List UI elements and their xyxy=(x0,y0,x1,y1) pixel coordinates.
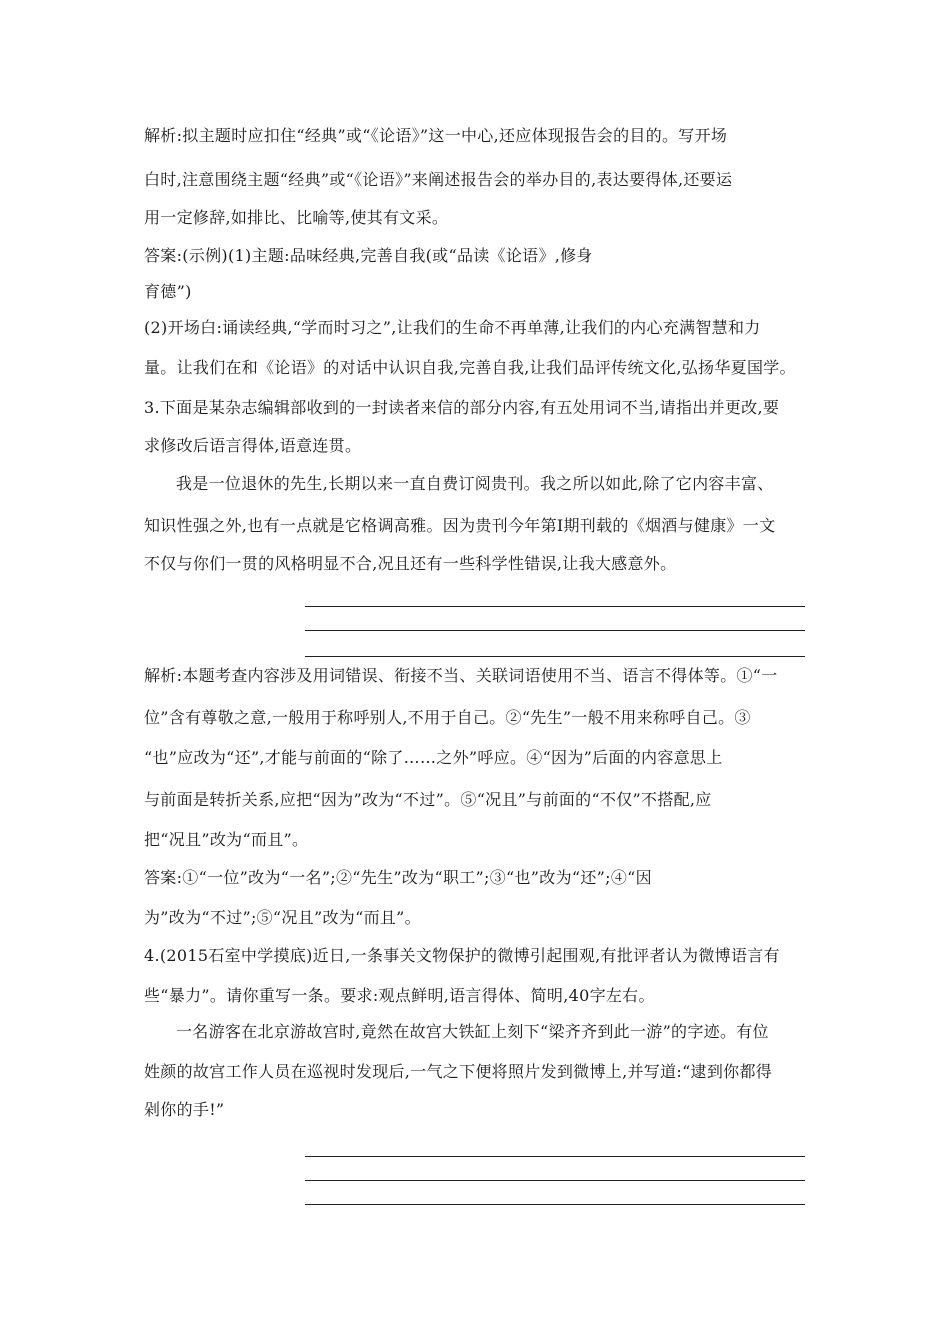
q3-passage-line-3: 不仅与你们一贯的风格明显不合,况且还有一些科学性错误,让我大感意外。 xyxy=(144,554,677,573)
q2-analysis-line-2: 白时,注意围绕主题“经典”或“《论语》”来阐述报告会的举办目的,表达要得体,还要运 xyxy=(144,170,733,189)
q3-answer-line-1: 答案:①“一位”改为“一名”;②“先生”改为“职工”;③“也”改为“还”;④“因 xyxy=(144,868,652,887)
q4-answer-blank-2[interactable] xyxy=(305,1180,805,1181)
q2-answer-line-2: 育德”) xyxy=(144,282,192,301)
q4-passage-line-3: 剁你的手!” xyxy=(144,1100,225,1119)
q2-answer-line-3: (2)开场白:诵读经典,“学而时习之”,让我们的生命不再单薄,让我们的内心充满智慧和力 xyxy=(144,318,761,337)
q3-passage-line-1: 我是一位退休的先生,长期以来一直自费订阅贵刊。我之所以如此,除了它内容丰富、 xyxy=(176,474,774,493)
q4-answer-blank-1[interactable] xyxy=(305,1156,805,1157)
q2-answer-line-1: 答案:(示例)(1)主题:品味经典,完善自我(或“品读《论语》,修身 xyxy=(144,246,593,265)
q2-analysis-line-3: 用一定修辞,如排比、比喻等,使其有文采。 xyxy=(144,208,449,227)
q3-answer-line-2: 为”改为“不过”;⑤“况且”改为“而且”。 xyxy=(144,908,421,927)
q4-prompt-line-1: 4.(2015石室中学摸底)近日,一条事关文物保护的微博引起围观,有批评者认为微博语言有 xyxy=(144,946,780,965)
q3-analysis-line-4: 与前面是转折关系,应把“因为”改为“不过”。⑤“况且”与前面的“不仅”不搭配,应 xyxy=(144,790,712,809)
q3-analysis-line-1: 解析:本题考查内容涉及用词错误、衔接不当、关联词语使用不当、语言不得体等。①“一 xyxy=(144,666,778,685)
q3-answer-blank-2[interactable] xyxy=(305,630,805,631)
q3-analysis-line-2: 位”含有尊敬之意,一般用于称呼别人,不用于自己。②“先生”一般不用来称呼自己。③ xyxy=(144,708,751,727)
q3-answer-blank-1[interactable] xyxy=(305,606,805,607)
q4-passage-line-2: 姓颜的故宫工作人员在巡视时发现后,一气之下便将照片发到微博上,并写道:“逮到你都得 xyxy=(144,1062,773,1081)
q3-analysis-line-5: 把“况且”改为“而且”。 xyxy=(144,830,309,849)
q3-prompt-line-1: 3.下面是某杂志编辑部收到的一封读者来信的部分内容,有五处用词不当,请指出并更改,要 xyxy=(144,398,780,417)
q4-answer-blank-3[interactable] xyxy=(305,1204,805,1205)
q2-analysis-line-1: 解析:拟主题时应扣住“经典”或“《论语》”这一中心,还应体现报告会的目的。写开场 xyxy=(144,126,728,145)
q3-prompt-line-2: 求修改后语言得体,语意连贯。 xyxy=(144,436,362,455)
q4-passage-line-1: 一名游客在北京游故宫时,竟然在故宫大铁缸上刻下“梁齐齐到此一游”的字迹。有位 xyxy=(176,1022,769,1041)
q4-prompt-line-2: 些“暴力”。请你重写一条。要求:观点鲜明,语言得体、简明,40字左右。 xyxy=(144,986,655,1005)
q3-analysis-line-3: “也”应改为“还”,才能与前面的“除了……之外”呼应。④“因为”后面的内容意思上 xyxy=(144,748,723,767)
q3-answer-blank-3[interactable] xyxy=(305,656,805,657)
q3-passage-line-2: 知识性强之外,也有一点就是它格调高雅。因为贵刊今年第Ⅰ期刊载的《烟酒与健康》一文 xyxy=(144,516,776,535)
q2-answer-line-4: 量。让我们在和《论语》的对话中认识自我,完善自我,让我们品评传统文化,弘扬华夏国学。 xyxy=(144,358,796,377)
